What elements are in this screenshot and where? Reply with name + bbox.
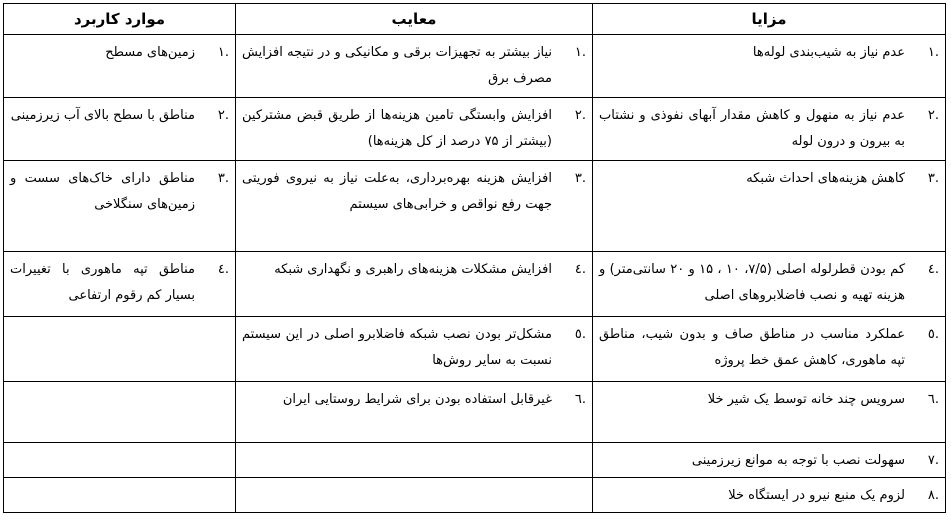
application-text: زمین‌های مسطح bbox=[105, 45, 195, 60]
item-number: .٥ bbox=[574, 327, 586, 342]
item-number: .٦ bbox=[574, 392, 586, 407]
disadvantage-text: نیاز بیشتر به تجهیزات برقی و مکانیکی و در نتیجه افزایش مصرف برق bbox=[242, 45, 552, 86]
application-cell bbox=[4, 35, 236, 98]
item-number: .٦ bbox=[927, 392, 939, 407]
disadvantage-text: غیرقابل استفاده بودن برای شرایط روستایی ایران bbox=[282, 392, 552, 407]
header-row bbox=[4, 4, 946, 35]
item-number: .٤ bbox=[574, 262, 586, 277]
table-row bbox=[4, 35, 946, 98]
advantage-cell bbox=[593, 317, 946, 382]
disadvantage-text: افزایش هزینه بهره‌برداری، به‌علت نیاز به نیروی فوریتی جهت رفع نواقص و خرابی‌های سیستم bbox=[242, 171, 552, 212]
advantage-cell bbox=[593, 161, 946, 252]
disadvantage-cell bbox=[236, 252, 593, 317]
advantage-text: سرویس چند خانه توسط یک شیر خلا bbox=[707, 392, 905, 407]
item-number: .٤ bbox=[217, 262, 229, 277]
disadvantage-cell bbox=[236, 478, 593, 513]
table-row bbox=[4, 478, 946, 513]
item-number: .۲ bbox=[927, 108, 939, 123]
item-number: .٥ bbox=[927, 327, 939, 342]
item-number: .۲ bbox=[217, 108, 229, 123]
item-number: .٤ bbox=[927, 262, 939, 277]
advantage-text: کاهش هزینه‌های احداث شبکه bbox=[746, 171, 905, 186]
application-text: مناطق دارای خاک‌های سست و زمین‌های سنگلاخی bbox=[10, 171, 195, 212]
advantage-text: لزوم یک منبع نیرو در ایستگاه خلا bbox=[728, 488, 905, 503]
advantage-cell bbox=[593, 252, 946, 317]
header-advantages: مزایا bbox=[593, 4, 946, 35]
item-number: .۱ bbox=[927, 45, 939, 60]
advantage-cell bbox=[593, 35, 946, 98]
application-cell bbox=[4, 98, 236, 161]
application-cell bbox=[4, 161, 236, 252]
item-number: .۳ bbox=[574, 171, 586, 186]
table-row bbox=[4, 98, 946, 161]
advantage-cell bbox=[593, 382, 946, 443]
application-cell bbox=[4, 443, 236, 478]
header-applications: موارد کاربرد bbox=[4, 4, 236, 35]
comparison-table bbox=[3, 3, 946, 513]
disadvantage-text: افزایش وابستگی تامین هزینه‌ها از طریق قبض مشترکین (بیشتر از ۷۵ درصد از کل هزینه‌ها) bbox=[242, 108, 552, 149]
application-cell bbox=[4, 317, 236, 382]
item-number: .۲ bbox=[574, 108, 586, 123]
disadvantage-cell bbox=[236, 35, 593, 98]
item-number: .۱ bbox=[217, 45, 229, 60]
table-row bbox=[4, 382, 946, 443]
disadvantage-cell bbox=[236, 317, 593, 382]
application-cell bbox=[4, 252, 236, 317]
disadvantage-cell bbox=[236, 443, 593, 478]
item-number: .۳ bbox=[217, 171, 229, 186]
advantage-text: عملکرد مناسب در مناطق صاف و بدون شیب، مناطق تپه ماهوری، کاهش عمق خط پروژه bbox=[599, 327, 905, 368]
table-row bbox=[4, 317, 946, 382]
table-row bbox=[4, 161, 946, 252]
application-text: مناطق با سطح بالای آب زیرزمینی bbox=[10, 108, 195, 123]
item-number: .۱ bbox=[574, 45, 586, 60]
disadvantage-text: افزایش مشکلات هزینه‌های راهبری و نگهداری شبکه bbox=[274, 262, 552, 277]
application-cell bbox=[4, 382, 236, 443]
item-number: .۸ bbox=[927, 488, 939, 503]
disadvantage-cell bbox=[236, 98, 593, 161]
table-row bbox=[4, 443, 946, 478]
advantage-cell bbox=[593, 443, 946, 478]
header-disadvantages: معایب bbox=[236, 4, 593, 35]
item-number: .۳ bbox=[927, 171, 939, 186]
advantage-cell bbox=[593, 98, 946, 161]
advantage-text: عدم نیاز به شیب‌بندی لوله‌ها bbox=[752, 45, 905, 60]
disadvantage-text: مشکل‌تر بودن نصب شبکه فاضلابرو اصلی در این سیستم نسبت به سایر روش‌ها bbox=[242, 327, 552, 368]
item-number: .۷ bbox=[927, 453, 939, 468]
table-row bbox=[4, 252, 946, 317]
application-cell bbox=[4, 478, 236, 513]
disadvantage-cell bbox=[236, 161, 593, 252]
advantage-text: عدم نیاز به منهول و کاهش مقدار آبهای نفوذی و نشتاب به بیرون و درون لوله bbox=[599, 108, 905, 149]
advantage-text: کم بودن قطرلوله اصلی (۷/۵، ۱۰ ، ۱۵ و ۲۰ سانتی‌متر) و هزینه تهیه و نصب فاضلابروهای اصلی bbox=[599, 262, 906, 303]
advantage-cell bbox=[593, 478, 946, 513]
disadvantage-cell bbox=[236, 382, 593, 443]
advantage-text: سهولت نصب با توجه به موانع زیرزمینی bbox=[691, 453, 905, 468]
application-text: مناطق تپه ماهوری با تغییرات بسیار کم رقوم ارتفاعی bbox=[10, 262, 195, 303]
